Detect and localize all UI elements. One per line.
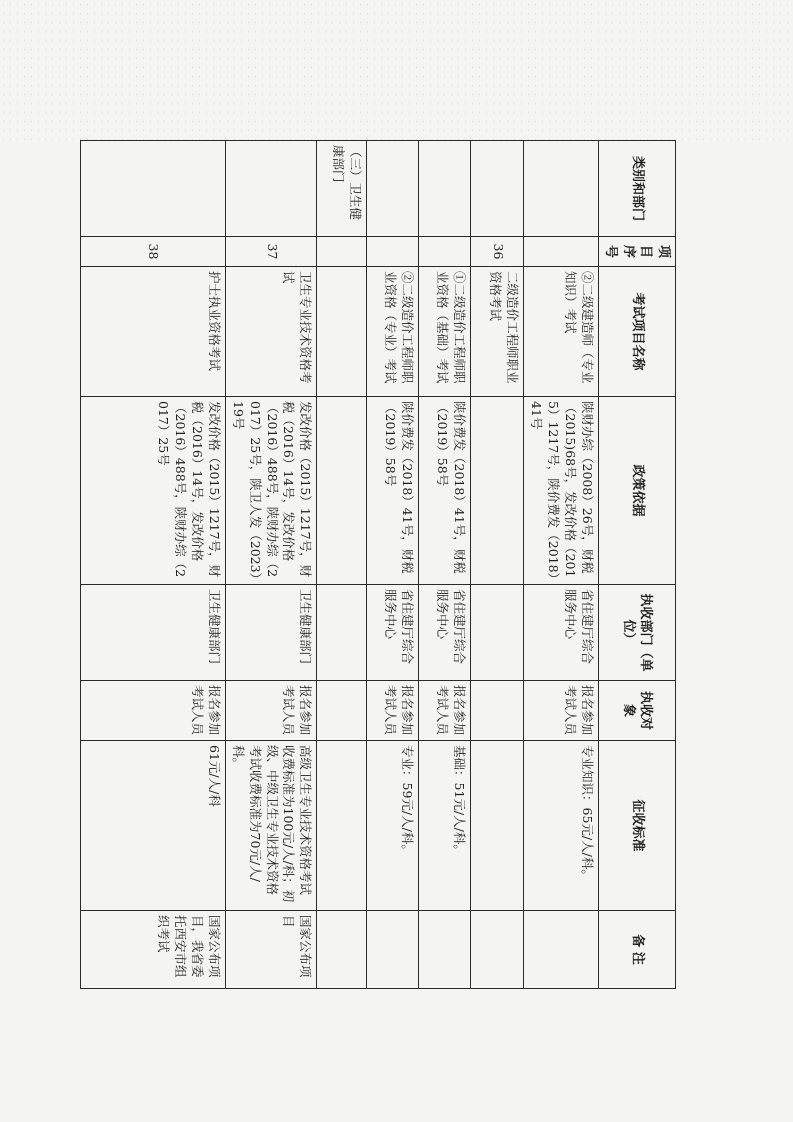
- cell-remarks: [367, 911, 419, 989]
- cell-exam-name: 二级造价工程师职业资格考试: [471, 267, 524, 397]
- cell-policy: [317, 397, 367, 585]
- cell-policy: 发改价格（2015）1217号，财税（2016）14号，发改价格（2016）488号，陕财办综（2017）25号，陕卫人发（2023）19号: [225, 397, 316, 585]
- table-row: [80, 141, 225, 989]
- fee-table: [80, 140, 676, 989]
- cell-exam-name: ①二级造价工程师职业资格（基础）考试: [419, 267, 471, 397]
- header-policy: 政策依据: [598, 397, 675, 585]
- cell-target: 报名参加考试人员: [419, 681, 471, 741]
- cell-seq: 38: [80, 237, 225, 267]
- header-exam-name: 考试项目名称: [598, 267, 675, 397]
- cell-target: [317, 681, 367, 741]
- cell-category: [225, 141, 316, 237]
- cell-policy: 陕财办综（2008）26号，财税（2015)68号，发改价格（2015）1217号，陕价费发（2018）41号: [524, 397, 599, 585]
- cell-department: 卫生健康部门: [80, 585, 225, 681]
- cell-standard: 基础：51元/人/科。: [419, 741, 471, 911]
- table-row: [471, 141, 524, 989]
- cell-target: 报名参加考试人员: [225, 681, 316, 741]
- cell-remarks: [524, 911, 599, 989]
- cell-policy: 陕价费发（2018）41号，财税（2019）58号: [367, 397, 419, 585]
- cell-seq: 36: [471, 237, 524, 267]
- cell-department: [471, 585, 524, 681]
- cell-target: [471, 681, 524, 741]
- cell-category: [419, 141, 471, 237]
- table-row: [524, 141, 599, 989]
- document-page: [146, 140, 676, 988]
- cell-seq: [367, 237, 419, 267]
- header-standard: 征收标准: [598, 741, 675, 911]
- cell-department: 省住建厅综合服务中心: [367, 585, 419, 681]
- cell-remarks: [419, 911, 471, 989]
- cell-exam-name: 卫生专业技术资格考试: [225, 267, 316, 397]
- cell-category: [471, 141, 524, 237]
- cell-standard: 专业知识：65元/人/科。: [524, 741, 599, 911]
- cell-remarks: [317, 911, 367, 989]
- cell-seq: [317, 237, 367, 267]
- cell-standard: 专业：59元/人/科。: [367, 741, 419, 911]
- scan-noise: [0, 0, 793, 140]
- cell-category: [524, 141, 599, 237]
- cell-target: 报名参加考试人员: [80, 681, 225, 741]
- cell-department: 省住建厅综合服务中心: [524, 585, 599, 681]
- cell-standard: 高级卫生专业技术资格考试收费标准为100元/人/科；初级、中级卫生专业技术资格考试收费标准为70元/人/科。: [225, 741, 316, 911]
- cell-category: [367, 141, 419, 237]
- table-row: [317, 141, 367, 989]
- cell-target: 报名参加考试人员: [367, 681, 419, 741]
- cell-category: （三）卫生健康部门: [317, 141, 367, 237]
- cell-department: [317, 585, 367, 681]
- table-row: [225, 141, 316, 989]
- cell-remarks: [471, 911, 524, 989]
- cell-standard: 61元/人/科: [80, 741, 225, 911]
- cell-seq: 37: [225, 237, 316, 267]
- header-remarks: 备 注: [598, 911, 675, 989]
- header-seq: 项目序号: [598, 237, 675, 267]
- cell-department: 卫生健康部门: [225, 585, 316, 681]
- cell-policy: [471, 397, 524, 585]
- cell-policy: 发改价格（2015）1217号，财税（2016）14号，发改价格（2016）488号，陕财办综（2017）25号: [80, 397, 225, 585]
- cell-policy: 陕价费发（2018）41号，财税（2019）58号: [419, 397, 471, 585]
- cell-target: 报名参加考试人员: [524, 681, 599, 741]
- cell-seq: [419, 237, 471, 267]
- cell-department: 省住建厅综合服务中心: [419, 585, 471, 681]
- cell-exam-name: [317, 267, 367, 397]
- rotated-table-frame: [146, 140, 676, 988]
- cell-remarks: 国家公布项目: [225, 911, 316, 989]
- cell-seq: [524, 237, 599, 267]
- header-target: 执收对象: [598, 681, 675, 741]
- header-category: 类别和部门: [598, 141, 675, 237]
- cell-exam-name: ②二级造价工程师职业资格（专业）考试: [367, 267, 419, 397]
- cell-exam-name: ②二级建造师（专业知识）考试: [524, 267, 599, 397]
- table-row: [367, 141, 419, 989]
- table-row: [419, 141, 471, 989]
- cell-exam-name: 护士执业资格考试: [80, 267, 225, 397]
- header-department: 执收部门（单位）: [598, 585, 675, 681]
- table-header-row: [598, 141, 675, 989]
- cell-category: [80, 141, 225, 237]
- cell-remarks: 国家公布项目，我省委托西安市组织考试: [80, 911, 225, 989]
- cell-standard: [471, 741, 524, 911]
- cell-standard: [317, 741, 367, 911]
